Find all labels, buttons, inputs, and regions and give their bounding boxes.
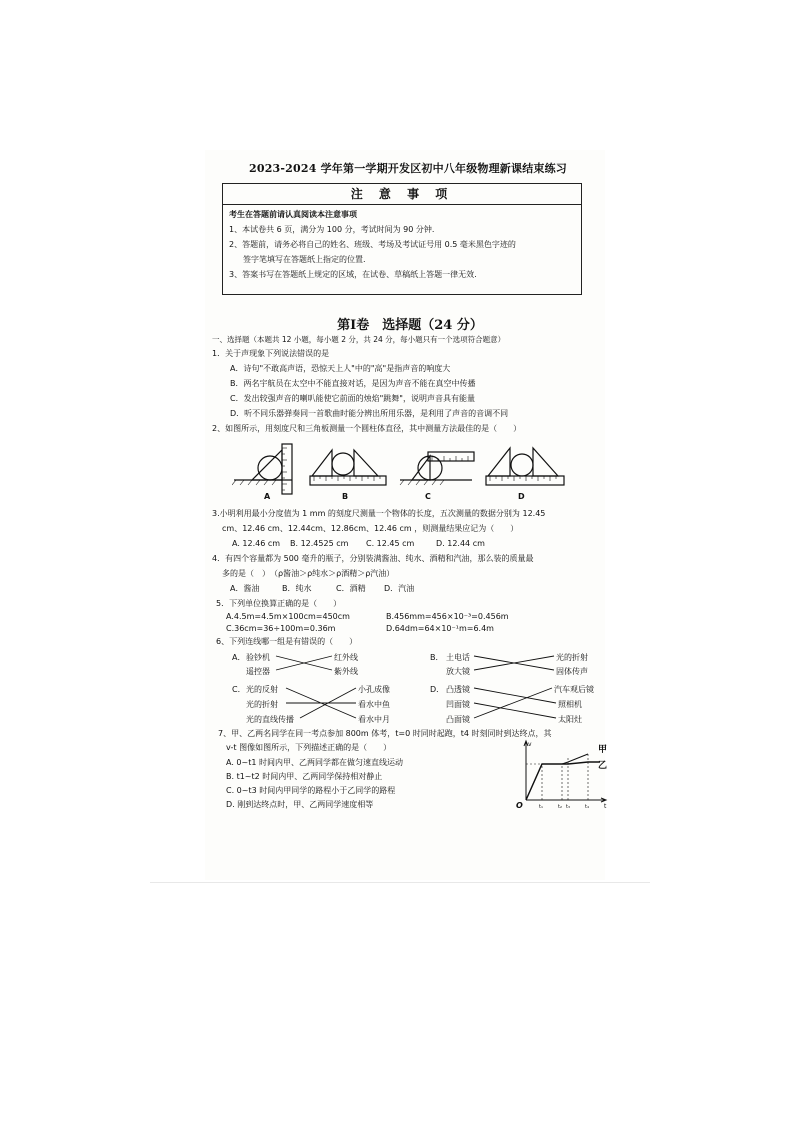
figure-b [310,450,386,485]
graph-origin: O [516,801,523,810]
q2-label-c: C [425,492,431,501]
q7-option-d: D. 刚到达终点时，甲、乙两同学速度相等 [226,800,374,809]
q6-d-right-1: 汽车观后镜 [554,685,594,694]
graph-tick-t1: t₁ [539,804,543,810]
q6-a-right-1: 红外线 [334,653,358,662]
q5-option-c: C.36cm=36÷100m=0.36m [226,624,336,633]
q5-option-b: B.456mm=456×10⁻³=0.456m [386,612,509,621]
graph-tick-t2: t₂ [558,804,562,810]
q6-d-left-1: 凸透镜 [446,685,470,694]
q6-c-left-1: 光的反射 [246,685,278,694]
q6-a-right-2: 紫外线 [334,667,358,676]
q3-option-b: B. 12.4525 cm [290,539,349,548]
q1-option-c: C．发出较强声音的喇叭能使它前面的烛焰"跳舞"，说明声音具有能量 [230,394,475,403]
q4-option-a: A．酱油 [230,584,260,593]
q1-option-a: A．诗句"不敢高声语，恐惊天上人"中的"高"是指声音的响度大 [230,364,451,373]
q7-line2: v-t 图像如图所示，下列描述正确的是（ ） [226,743,392,752]
graph-y-label: v [528,741,532,748]
q1-stem: 1．关于声现象下列说法错误的是 [212,349,330,358]
scan-edge [150,882,650,883]
q6-d-left-2: 凹面镜 [446,700,470,709]
section-instruction: 一、选择题（本题共 12 小题，每小题 2 分，共 24 分，每小题只有一个选项符合题意） [212,335,506,344]
q2-label-b: B [342,492,349,501]
notice-intro: 考生在答题前请认真阅读本注意事项 [229,210,357,219]
notice-item: 3、答案书写在答题纸上规定的区域，在试卷、草稿纸上答题一律无效. [229,270,477,279]
q4-option-c: C．酒精 [336,584,366,593]
q6-b-right-2: 固体传声 [556,667,588,676]
q4-line1: 4．有四个容量都为 500 毫升的瓶子，分别装满酱油、纯水、酒精和汽油，那么装的质量最 [212,554,534,563]
q6-a-left-2: 遥控器 [246,667,270,676]
q7-option-b: B. t1~t2 时间内甲、乙两同学保持相对静止 [226,772,383,781]
q1-option-b: B．两名宇航员在太空中不能直接对话，是因为声音不能在真空中传播 [230,379,476,388]
notice-item: 2、答题前，请务必将自己的姓名、班级、考场及考试证号用 0.5 毫米黑色字迹的 [229,240,516,249]
q4-option-d: D．汽油 [384,584,415,593]
q6-c-letter: C． [232,685,246,694]
q6-b-left-1: 土电话 [446,653,470,662]
q6-b-left-2: 放大镜 [446,667,470,676]
q6-b-right-1: 光的折射 [556,653,588,662]
q6-d-right-3: 太阳灶 [558,715,582,724]
q2-label-a: A [264,492,271,501]
notice-heading: 注 意 事 项 [223,184,581,205]
figure-c [400,452,474,485]
q4-option-b: B．纯水 [282,584,312,593]
q2-stem: 2、如图所示，用刻度尺和三角板测量一个圆柱体直径，其中测量方法最佳的是（ ） [212,424,522,433]
q6-c-right-3: 看水中月 [358,715,390,724]
q7-option-a: A. 0~t1 时间内甲、乙两同学都在做匀速直线运动 [226,758,403,767]
q6-a-letter: A． [232,653,246,662]
notice-body [223,205,581,284]
q3-line1: 3.小明利用最小分度值为 1 mm 的刻度尺测量一个物体的长度，五次测量的数据分别为 12.45 [212,509,546,518]
q7-option-c: C. 0~t3 时间内甲同学的路程小于乙同学的路程 [226,786,396,795]
q5-stem: 5．下列单位换算正确的是（ ） [216,599,342,608]
notice-item: 1、本试卷共 6 页，满分为 100 分，考试时间为 90 分钟. [229,225,435,234]
q6-d-right-2: 照相机 [558,700,582,709]
q7-line1: 7、甲、乙两名同学在同一考点参加 800m 体考，t=0 时同时起跑，t4 时刻同时到达终点，其 [218,729,552,738]
notice-box [222,183,582,295]
q6-d-left-3: 凸面镜 [446,715,470,724]
q6-c-right-2: 看水中鱼 [358,700,390,709]
graph-label-jia: 甲 [598,745,608,755]
q6-b-letter: B． [430,653,444,662]
q7-vt-graph [514,738,610,810]
q3-option-c: C. 12.45 cm [366,539,415,548]
graph-line-jia [526,754,588,800]
q3-option-d: D. 12.44 cm [436,539,485,548]
q4-line2: 多的是（ ） （ρ酱油＞ρ纯水＞ρ酒精＞ρ汽油） [222,569,395,578]
q6-a-left-1: 验钞机 [246,653,270,662]
q3-line2: cm、12.46 cm、12.44cm、12.86cm、12.46 cm ，则测量结果应记为（ ） [222,524,519,533]
figure-d [486,448,564,485]
q6-c-left-2: 光的折射 [246,700,278,709]
q6-stem: 6、下列连线哪一组是有错误的（ ） [216,637,358,646]
graph-label-yi: 乙 [598,761,608,771]
q2-label-d: D [518,492,525,501]
q6-d-letter: D． [430,685,445,694]
q5-option-d: D.64dm=64×10⁻¹m=6.4m [386,624,494,633]
figure-a [232,444,292,494]
graph-line-yi [526,762,600,800]
graph-tick-t4: t₄ [585,804,589,810]
q6-c-right-1: 小孔成像 [358,685,390,694]
q6-c-left-3: 光的直线传播 [246,715,294,724]
exam-title: 2023-2024 学年第一学期开发区初中八年级物理新课结束练习 [248,162,568,175]
section-title: 第Ⅰ卷 选择题（24 分） [337,318,483,333]
graph-x-label: t [604,803,607,810]
q2-figure [232,438,582,504]
q1-option-d: D．听不同乐器弹奏同一首歌曲时能分辨出所用乐器，是利用了声音的音调不同 [230,409,509,418]
q5-option-a: A.4.5m=4.5m×100cm=450cm [226,612,350,621]
q3-option-a: A. 12.46 cm [232,539,281,548]
notice-item: 签字笔填写在答题纸上指定的位置. [243,255,366,264]
graph-tick-t3: t₃ [566,804,570,810]
